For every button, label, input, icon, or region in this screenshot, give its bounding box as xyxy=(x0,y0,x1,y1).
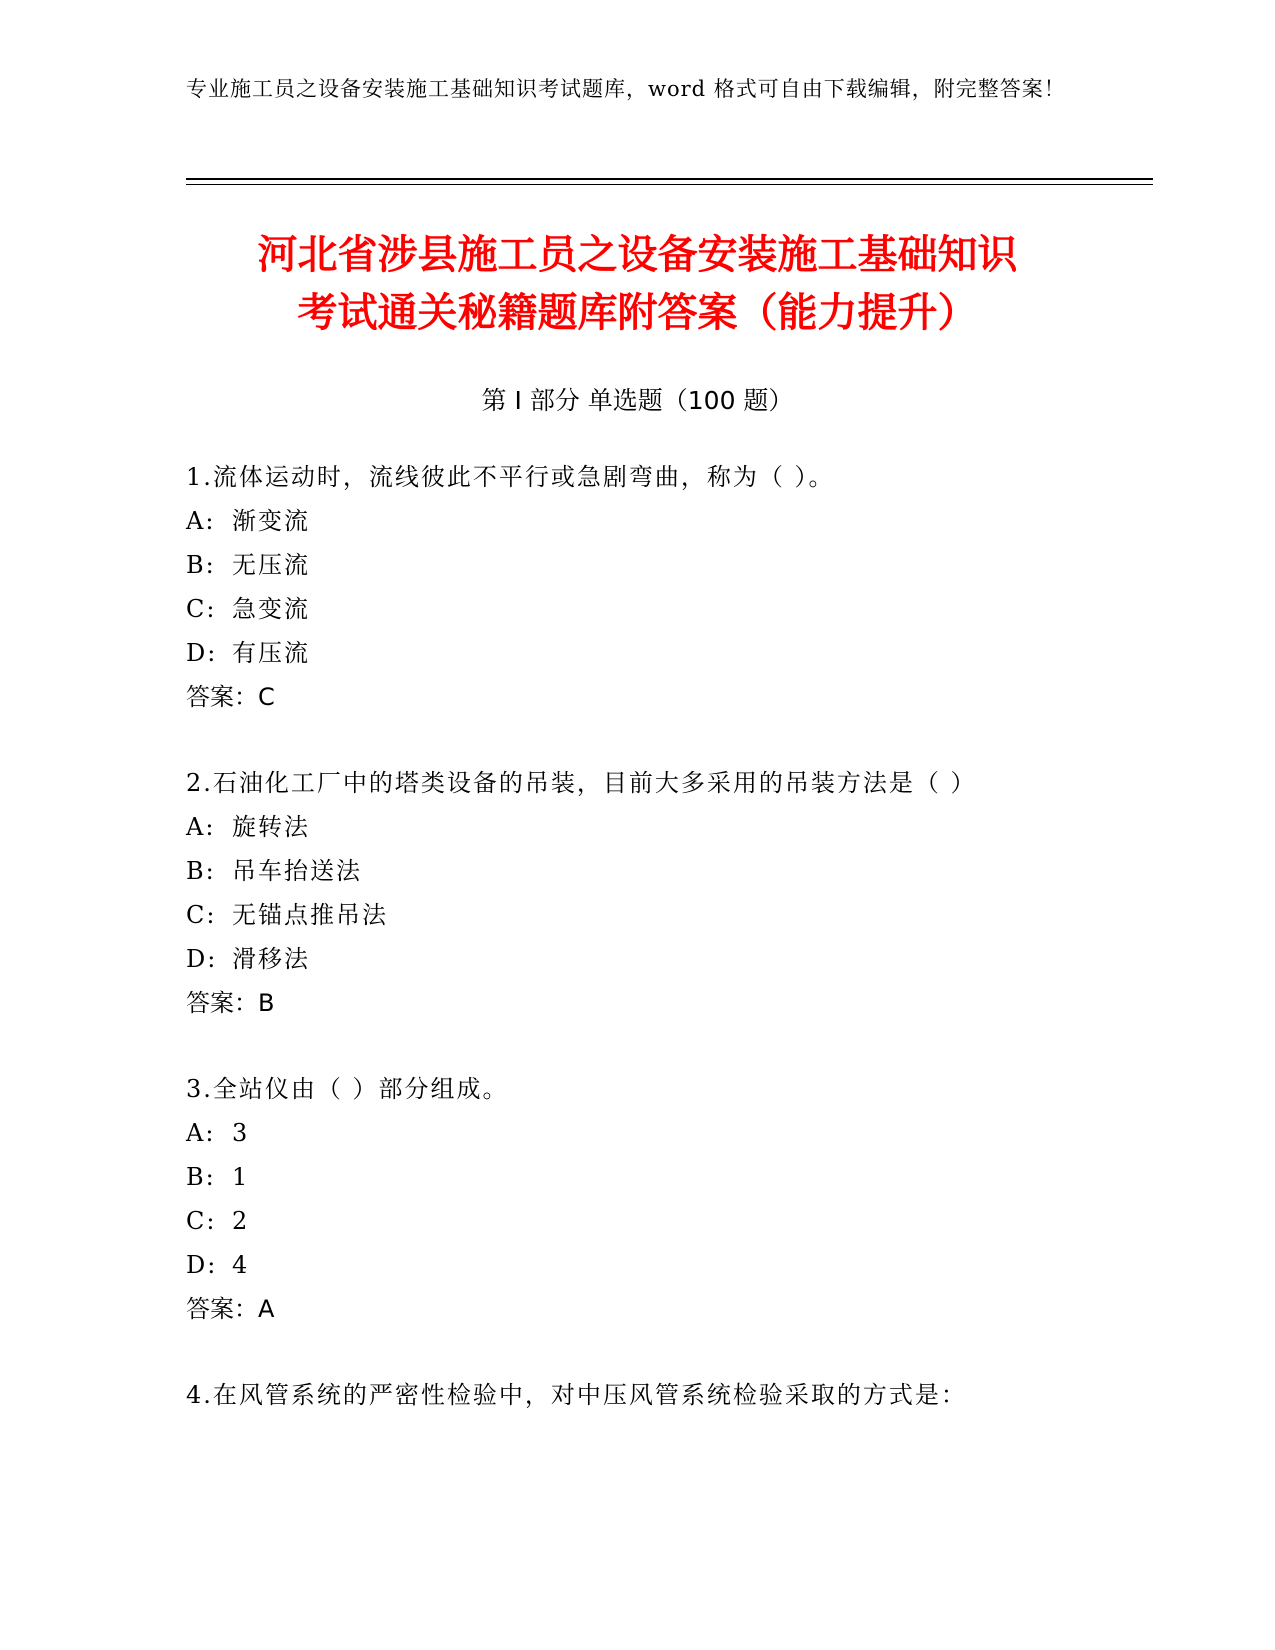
title-line-2: 考试通关秘籍题库附答案（能力提升） xyxy=(297,290,978,336)
option-key: A: xyxy=(186,813,216,841)
option-key: C: xyxy=(186,901,217,929)
question-3-option-c xyxy=(186,1204,249,1238)
option-text: 急变流 xyxy=(232,595,310,623)
question-1-answer: 答案：C xyxy=(186,683,275,711)
title-line-1: 河北省涉县施工员之设备安装施工基础知识 xyxy=(257,232,1018,278)
option-text: 滑移法 xyxy=(232,945,310,973)
option-text: 3 xyxy=(232,1119,250,1147)
option-key: A: xyxy=(186,1119,216,1147)
question-2-option-a xyxy=(186,810,310,844)
document-title xyxy=(150,226,1125,342)
question-2-answer: 答案：B xyxy=(186,989,275,1017)
question-2-option-c xyxy=(186,898,388,932)
option-text: 2 xyxy=(232,1207,250,1235)
option-text: 旋转法 xyxy=(232,813,310,841)
question-3-answer: 答案：A xyxy=(186,1295,275,1323)
question-1-option-c xyxy=(186,592,310,626)
question-3-stem: 3.全站仪由（ ）部分组成。 xyxy=(186,1075,509,1103)
question-1-option-d xyxy=(186,636,310,670)
question-2-option-b xyxy=(186,854,362,888)
question-3-option-d xyxy=(186,1248,249,1282)
option-key: D: xyxy=(186,639,218,667)
question-4-stem: 4.在风管系统的严密性检验中，对中压风管系统检验采取的方式是： xyxy=(186,1381,967,1409)
header-rule-thick xyxy=(186,178,1153,180)
question-1-option-a xyxy=(186,504,310,538)
option-key: B: xyxy=(186,551,216,579)
question-2-option-d xyxy=(186,942,310,976)
section-title: 第 I 部分 单选题（100 题） xyxy=(481,386,794,415)
option-text: 1 xyxy=(232,1163,250,1191)
question-1-option-b xyxy=(186,548,310,582)
option-key: B: xyxy=(186,857,216,885)
option-text: 吊车抬送法 xyxy=(232,857,362,885)
question-3-option-a xyxy=(186,1116,249,1150)
option-key: A: xyxy=(186,507,216,535)
header-note: 专业施工员之设备安装施工基础知识考试题库，word 格式可自由下载编辑，附完整答案！ xyxy=(186,77,1066,101)
option-key: C: xyxy=(186,1207,217,1235)
question-2-stem: 2.石油化工厂中的塔类设备的吊装，目前大多采用的吊装方法是（ ） xyxy=(186,769,977,797)
option-text: 无锚点推吊法 xyxy=(232,901,388,929)
option-key: D: xyxy=(186,1251,218,1279)
question-1-stem: 1.流体运动时，流线彼此不平行或急剧弯曲，称为（ ）。 xyxy=(186,463,835,491)
option-text: 有压流 xyxy=(232,639,310,667)
question-3-option-b xyxy=(186,1160,249,1194)
option-key: D: xyxy=(186,945,218,973)
option-key: B: xyxy=(186,1163,216,1191)
header-rule-thin xyxy=(186,184,1153,185)
option-text: 4 xyxy=(232,1251,250,1279)
option-text: 无压流 xyxy=(232,551,310,579)
option-text: 渐变流 xyxy=(232,507,310,535)
option-key: C: xyxy=(186,595,217,623)
